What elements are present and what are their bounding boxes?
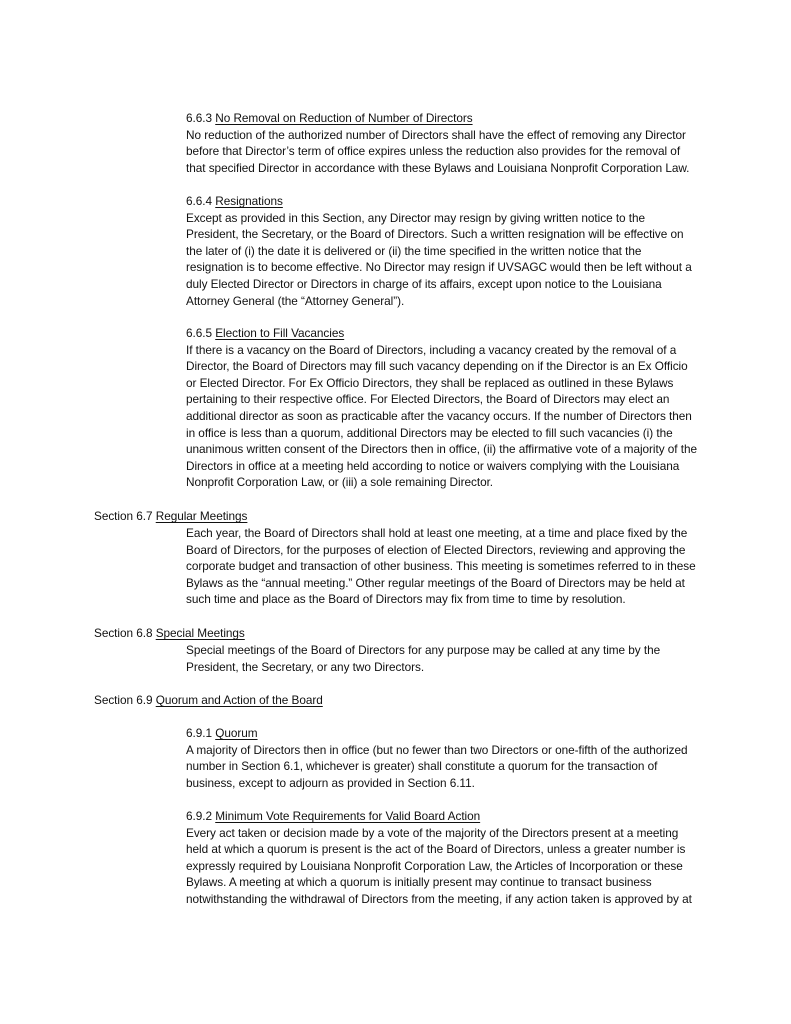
section-number: Section 6.9 xyxy=(94,693,153,707)
text-line: such time and place as the Board of Directors may fix from time to time by resolution. xyxy=(186,592,626,607)
text-line: Each year, the Board of Directors shall hold at least one meeting, at a time and place fixed by the xyxy=(186,526,688,540)
subsection-number: 6.6.5 xyxy=(186,326,212,340)
text-line: expressly required by Louisiana Nonprofit Corporation Law, the Articles of Incorporation or these xyxy=(186,858,683,873)
subsection-6-6-4 xyxy=(186,193,706,309)
section-6-9 xyxy=(94,692,714,709)
section-heading xyxy=(94,692,714,709)
subsection-heading xyxy=(186,325,706,342)
text-line: corporate budget and transaction of other business. This meeting is sometimes referred to in these xyxy=(186,559,696,574)
text-line: Bylaws. A meeting at which a quorum is initially present may continue to transact business xyxy=(186,875,652,890)
subsection-number: 6.6.4 xyxy=(186,194,212,208)
text-line: Director, the Board of Directors may fill such vacancy depending on if the Director is an Ex Officio xyxy=(186,359,688,374)
subsection-heading xyxy=(186,110,706,127)
section-6-8-body xyxy=(186,642,706,675)
subsection-title: Resignations xyxy=(215,194,283,208)
text-line: Directors in office at a meeting held according to notice or waivers complying with the Louisiana xyxy=(186,458,680,473)
text-line: or Elected Director. For Ex Officio Directors, they shall be replaced as outlined in these Bylaws xyxy=(186,375,674,390)
text-line: Except as provided in this Section, any Director may resign by giving written notice to the xyxy=(186,210,646,225)
text-line: President, the Secretary, or the Board of Directors. Such a written resignation will be effective on xyxy=(186,227,684,242)
section-number: Section 6.7 xyxy=(94,509,153,523)
subsection-title: Election to Fill Vacancies xyxy=(215,326,345,340)
text-line: number in Section 6.1, whichever is greater) shall constitute a quorum for the transaction of xyxy=(186,759,658,774)
subsection-title: Minimum Vote Requirements for Valid Board Action xyxy=(215,809,481,823)
subsection-number: 6.9.1 xyxy=(186,726,212,740)
text-line: A majority of Directors then in office (but no fewer than two Directors or one-fifth of the authorized xyxy=(186,742,688,757)
subsection-body xyxy=(186,342,706,491)
subsection-body xyxy=(186,210,706,310)
text-line: business, except to adjourn as provided in Section 6.11. xyxy=(186,775,475,790)
subsection-body xyxy=(186,825,706,908)
subsection-heading xyxy=(186,193,706,210)
text-line: Board of Directors, for the purposes of election of Elected Directors, reviewing and approving the xyxy=(186,542,686,557)
section-number: Section 6.8 xyxy=(94,626,153,640)
section-6-7-body xyxy=(186,525,706,608)
text-line: No reduction of the authorized number of Directors shall have the effect of removing any Director xyxy=(186,127,686,142)
section-body xyxy=(186,642,706,675)
text-line: Attorney General (the “Attorney General”). xyxy=(186,293,405,308)
text-line: before that Director’s term of office expires unless the reduction also provides for the removal of xyxy=(186,144,681,159)
section-heading xyxy=(94,625,714,642)
subsection-title: No Removal on Reduction of Number of Directors xyxy=(215,111,473,125)
subsection-heading xyxy=(186,725,706,742)
section-title: Quorum and Action of the Board xyxy=(155,693,323,707)
subsection-number: 6.6.3 xyxy=(186,111,212,125)
text-line: resignation is to become effective. No Director may resign if UVSAGC would then be left without a xyxy=(186,260,692,275)
section-title: Regular Meetings xyxy=(155,509,248,523)
text-line: President, the Secretary, or any two Directors. xyxy=(186,659,425,674)
text-line: duly Elected Director or Directors in charge of its affairs, except upon notice to the Louisiana xyxy=(186,276,662,291)
text-line: Special meetings of the Board of Directors for any purpose may be called at any time by the xyxy=(186,643,661,657)
subsection-6-9-2 xyxy=(186,808,706,908)
subsection-6-6-5 xyxy=(186,325,706,491)
subsection-body xyxy=(186,127,706,177)
text-line: Bylaws as the “annual meeting.” Other regular meetings of the Board of Directors may be held at xyxy=(186,575,685,590)
text-line: additional director as soon as practicable after the vacancy occurs. If the number of Directors then xyxy=(186,408,692,423)
text-line: If there is a vacancy on the Board of Directors, including a vacancy created by the removal of a xyxy=(186,342,677,357)
section-body xyxy=(186,525,706,608)
section-heading xyxy=(94,508,714,525)
subsection-6-9-1 xyxy=(186,725,706,791)
text-line: the later of (i) the date it is delivered or (ii) the time specified in the written notice that the xyxy=(186,243,642,258)
text-line: in office is less than a quorum, additional Directors may be elected to fill such vacancies (i) the xyxy=(186,425,673,440)
section-6-7 xyxy=(94,508,714,525)
text-line: held at which a quorum is present is the act of the Board of Directors, unless a greater number is xyxy=(186,842,686,857)
subsection-heading xyxy=(186,808,706,825)
text-line: that specified Director in accordance with these Bylaws and Louisiana Nonprofit Corporation Law. xyxy=(186,160,690,175)
subsection-body xyxy=(186,742,706,792)
text-line: Nonprofit Corporation Law, or (iii) a sole remaining Director. xyxy=(186,475,494,490)
subsection-title: Quorum xyxy=(215,726,258,740)
text-line: notwithstanding the withdrawal of Directors from the meeting, if any action taken is approved by at xyxy=(186,891,692,906)
text-line: pertaining to their respective office. For Elected Directors, the Board of Directors may elect an xyxy=(186,392,670,407)
section-6-8 xyxy=(94,625,714,642)
text-line: Every act taken or decision made by a vote of the majority of the Directors present at a meeting xyxy=(186,825,679,840)
subsection-number: 6.9.2 xyxy=(186,809,212,823)
subsection-6-6-3 xyxy=(186,110,706,176)
section-title: Special Meetings xyxy=(155,626,245,640)
text-line: unanimous written consent of the Directors then in office, (ii) the affirmative vote of a majority of the xyxy=(186,442,698,457)
